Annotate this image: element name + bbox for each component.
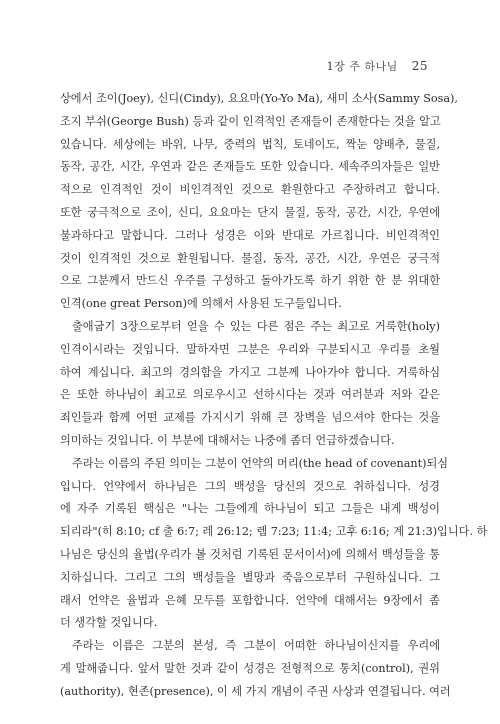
text-line: 인격(one great Person)에 의해서 사용된 도구들입니다.: [60, 297, 342, 311]
text-line: 있습니다. 세상에는 바위, 나무, 중력의 법칙, 토네이도, 짝눈 양배추, 물질,: [60, 137, 440, 151]
text-line: 주라는 이름은 그분의 본성, 즉 그분이 어떠한 하나님이신지를 우리에: [72, 639, 440, 653]
text-line: 상에서 조이(Joey), 신디(Cindy), 요요마(Yo-Yo Ma), 새미 소사(Sammy Sosa),: [60, 92, 458, 105]
text-line: 으로 그분께서 만드신 우주를 구성하고 돌아가도록 하기 위한 한 분 위대한: [60, 274, 440, 288]
text-line: 래서 언약은 율법과 은혜 모두를 포함합니다. 언약에 대해서는 9장에서 좀: [60, 593, 440, 607]
text-line: 나님은 당신의 율법(우리가 볼 것처럼 기록된 문서이서)에 의해서 백성들을 통: [60, 547, 440, 561]
text-line: 죄인들과 함께 어떤 교제를 가지시기 위해 큰 장벽을 넘으셔야 한다는 것을: [60, 411, 440, 425]
text-line: 인격이시라는 것입니다. 말하자면 그분은 우리와 구분되시고 우리를 초월: [60, 342, 440, 356]
text-line: 입니다. 언약에서 하나님은 그의 백성을 당신의 것으로 취하십니다. 성경: [60, 479, 440, 493]
chapter-title: 1장 주 하나님: [326, 60, 398, 73]
text-line: 에 자주 기록된 핵심은 "나는 그들에게 하나님이 되고 그들은 내게 백성이: [60, 502, 440, 516]
text-line: 하여 계십니다. 최고의 경의함을 가지고 그분께 나아가야 합니다. 거룩하심: [60, 365, 440, 379]
text-line: 조지 부쉬(George Bush) 등과 같이 인격적인 존재들이 존재한다는 것을 알고: [60, 114, 441, 128]
text-line: 되리라"(히 8:10; cf 출 6:7; 레 26:12; 렘 7:23; 11:4; 고후 6:16; 계 21:3)입니다. 하: [60, 525, 488, 539]
text-line: 더 생각할 것입니다.: [60, 616, 158, 630]
text-line: 또한 궁극적으로 조이, 신디, 요요마는 단지 물질, 동작, 공간, 시간, 우연에: [60, 205, 440, 219]
page-number: 25: [411, 59, 428, 73]
text-line: 동작, 공간, 시간, 우연과 같은 존재들도 또한 있습니다. 세속주의자들은 일반: [60, 160, 440, 174]
text-line: 주라는 이름의 주된 의미는 그분이 언약의 머리(the head of covenant)되심: [72, 456, 449, 470]
text-line: 의미하는 것입니다. 이 부분에 대해서는 나중에 좀더 언급하겠습니다.: [60, 433, 395, 447]
text-line: 은 또한 하나님이 최고로 의로우시고 선하시다는 것과 여러분과 저와 같은: [60, 388, 440, 402]
running-header: [327, 58, 428, 74]
text-line: (authority), 현존(presence), 이 세 가지 개념이 주권 사상과 연결됩니다. 여러: [60, 684, 451, 698]
text-line: 게 말해줍니다. 앞서 말한 것과 같이 성경은 전형적으로 통치(control), 권위: [60, 661, 440, 675]
text-line: 치하십니다. 그리고 그의 백성들을 별망과 죽음으로부터 구원하십니다. 그: [60, 570, 440, 584]
text-line: 적으로 인격적인 것이 비인격적인 것으로 환원한다고 주장하려고 합니다.: [60, 183, 440, 197]
text-line: 불과하다고 말합니다. 그러나 성경은 이와 반대로 가르칩니다. 비인격적인: [60, 228, 440, 242]
body-text: [60, 88, 488, 704]
text-line: 출애굽기 3장으로부터 얻을 수 있는 다른 점은 주는 최고로 거룩한(holy): [72, 319, 440, 333]
text-line: 것이 인격적인 것으로 환원됩니다. 물질, 동작, 공간, 시간, 우연은 궁극적: [60, 251, 440, 265]
